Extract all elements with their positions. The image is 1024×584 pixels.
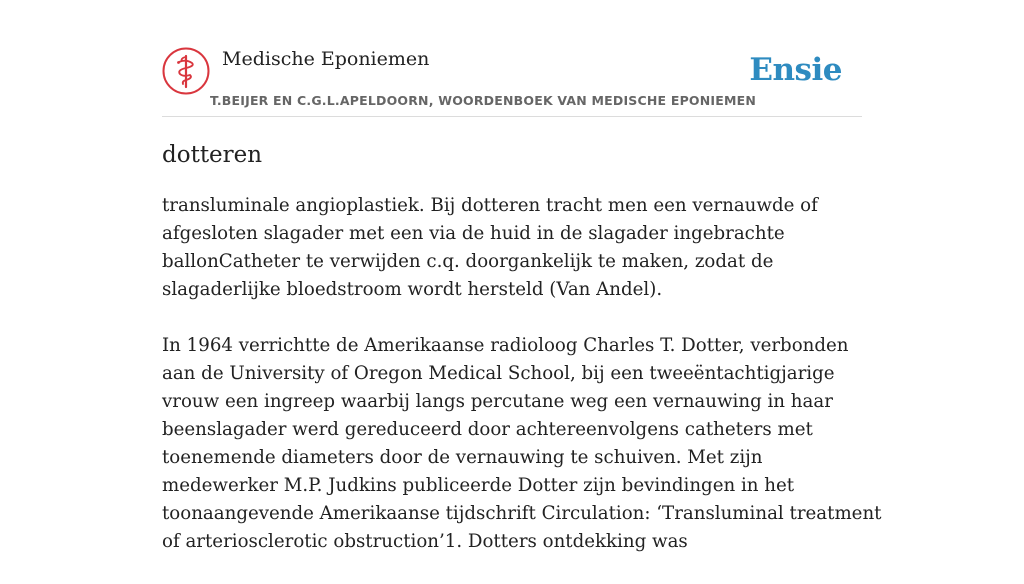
source-subtitle[interactable]: T.BEIJER EN C.G.L.APELDOORN, WOORDENBOEK VAN MEDISCHE EPONIEMEN <box>210 93 757 108</box>
entry-paragraph: transluminale angioplastiek. Bij dotteren tracht men een vernauwde of afgesloten slagader met een via de huid in de slagader ingebrachte ballonCatheter te verwijden c.q. doorgankelijk te maken, zodat de slagaderlijke bloedstroom wordt hersteld (Van Andel). <box>162 195 818 300</box>
entry-headword: dotteren <box>162 142 263 168</box>
entry-paragraph: In 1964 verrichtte de Amerikaanse radioloog Charles T. Dotter, verbonden aan de University of Oregon Medical School, bij een tweeëntachtigjarige vrouw een ingreep waarbij langs percutane weg een vernauwing in haar beenslagader werd gereduceerd door achtereenvolgens catheters met toenemende diameters door de vernauwing te schuiven. Met zijn medewerker M.P. Judkins publiceerde Dotter zijn bevindingen in het toonaangevende Amerikaanse tijdschrift Circulation: ‘Transluminal treatment of arteriosclerotic obstruction’1. Dotters ontdekking was <box>162 335 882 552</box>
ensie-logo[interactable]: Ensie <box>749 52 842 88</box>
source-title[interactable]: Medische Eponiemen <box>222 48 430 70</box>
page-header <box>162 47 862 117</box>
caduceus-icon[interactable] <box>162 47 210 95</box>
entry-body <box>162 192 882 584</box>
